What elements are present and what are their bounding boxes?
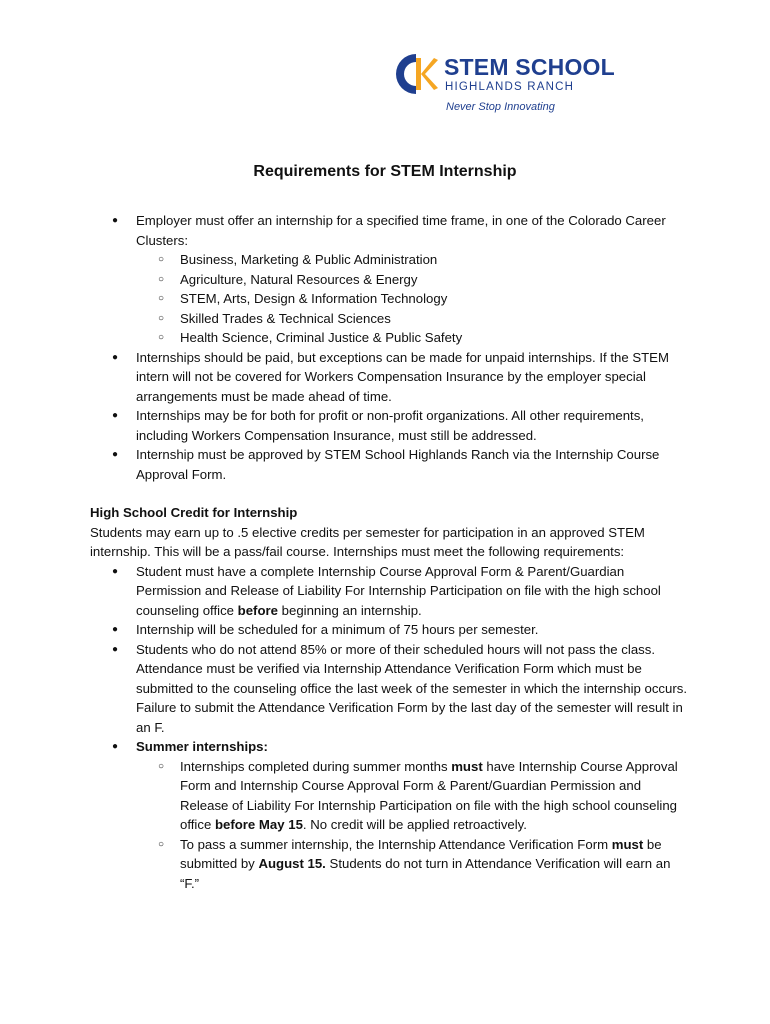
summer-text: . No credit will be applied retroactively. <box>302 817 527 832</box>
credit-item <box>90 562 690 621</box>
credit-text: Student must have a complete Internship Course Approval Form & Parent/Guardian Permission and Release of Liability For Internship Participation on file with the high school counseling office <box>136 563 661 618</box>
summer-text: have Internship Course Approval Form and Internship Course Approval Form & Parent/Guardian Permission and Release of Liability For Internship Participation on file with the high school counseling office <box>180 758 678 832</box>
summer-text: Internships completed during summer months <box>180 758 452 774</box>
requirement-text: Employer must offer an internship for a specified time frame, in one of the Colorado Career Clusters: <box>136 213 666 248</box>
summer-emphasis: must <box>611 836 644 852</box>
summer-emphasis: before May 15 <box>214 817 303 832</box>
summer-list <box>136 757 690 894</box>
cluster-item: ○ Business, Marketing & Public Administration <box>136 250 690 270</box>
requirements-section <box>90 211 690 484</box>
logo-k-mark-icon <box>394 50 440 96</box>
credit-section <box>90 503 690 893</box>
summer-text: Students do not turn in Attendance Verification will earn an “F.” <box>180 856 671 891</box>
summer-text: be submitted by <box>180 836 662 871</box>
summer-label: Summer internships: <box>136 739 268 754</box>
credit-item <box>90 737 690 893</box>
clusters-list <box>136 250 690 348</box>
cluster-item: ○ STEM, Arts, Design & Information Technology <box>136 289 690 309</box>
credit-item: ● Internship will be scheduled for a minimum of 75 hours per semester. <box>90 620 690 640</box>
cluster-item: ○ Health Science, Criminal Justice & Public Safety <box>136 328 690 348</box>
credit-item: ● Students who do not attend 85% or more of their scheduled hours will not pass the class. Attendance must be verified via Internship Attendance Verification Form which must be submitted to the counseling office the last week of the semester in which the internship occurs. Failure to submit the Attendance Verification Form by the last day of the semester will result in an F. <box>90 640 690 738</box>
summer-text: To pass a summer internship, the Internship Attendance Verification Form <box>180 836 612 852</box>
requirement-item <box>90 211 690 348</box>
logo-wordmark: STEM SCHOOL <box>444 54 615 80</box>
requirement-item: ● Internship must be approved by STEM School Highlands Ranch via the Internship Course Approval Form. <box>90 445 690 484</box>
requirements-list <box>90 211 690 484</box>
logo-subtitle: HIGHLANDS RANCH <box>445 81 575 93</box>
credit-requirements-list <box>90 562 690 894</box>
credit-emphasis: before <box>237 602 278 618</box>
summer-emphasis: August 15. <box>258 856 326 871</box>
summer-item <box>136 835 690 894</box>
page-title: Requirements for STEM Internship <box>253 163 517 180</box>
credit-intro: Students may earn up to .5 elective credits per semester for participation in an approved STEM internship. This will be a pass/fail course. Internships must meet the following requirements: <box>90 524 645 559</box>
cluster-item: ○ Skilled Trades & Technical Sciences <box>136 309 690 329</box>
requirement-item: ● Internships may be for both for profit or non-profit organizations. All other requirements, including Workers Compensation Insurance, must still be addressed. <box>90 406 690 445</box>
stem-school-logo <box>394 50 624 116</box>
credit-heading: High School Credit for Internship <box>90 505 298 520</box>
cluster-item: ○ Agriculture, Natural Resources & Energy <box>136 270 690 290</box>
credit-text: beginning an internship. <box>277 602 422 618</box>
summer-emphasis: must <box>451 758 483 774</box>
summer-item <box>136 757 690 835</box>
logo-tagline: Never Stop Innovating <box>446 101 555 113</box>
requirement-item: ● Internships should be paid, but exceptions can be made for unpaid internships. If the STEM intern will not be covered for Workers Compensation Insurance by the employer special arrangements must be made ahead of time. <box>90 348 690 407</box>
